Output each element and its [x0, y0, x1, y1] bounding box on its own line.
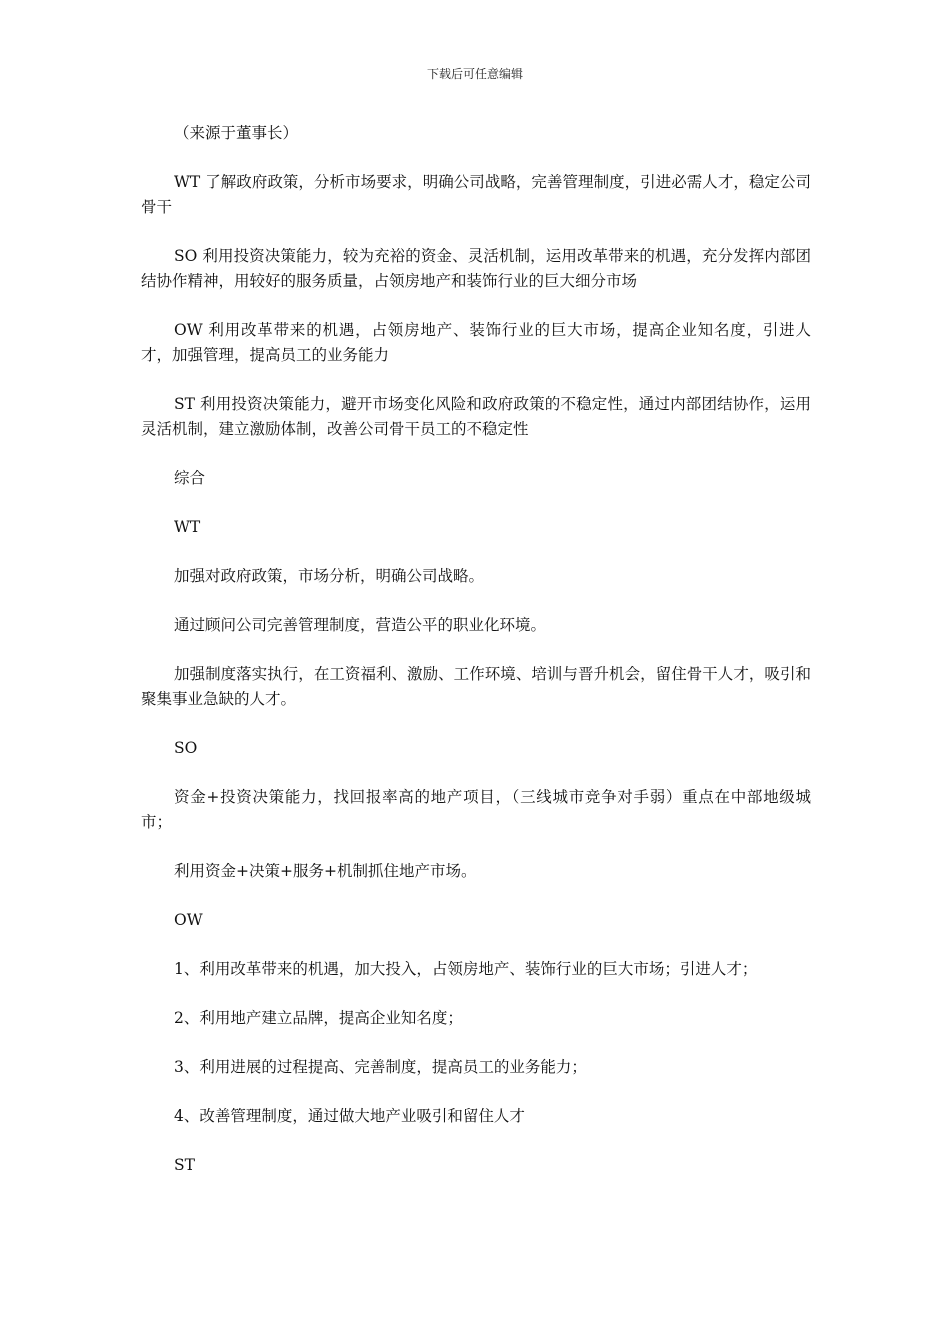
page-header: 下载后可任意编辑: [426, 67, 523, 81]
document-body: [141, 121, 811, 1202]
paragraph-wt-item: 加强制度落实执行，在工资福利、激励、工作环境、培训与晋升机会，留住骨干人才，吸引和聚集事业急缺的人才。: [141, 665, 811, 708]
list-item-ow-3: 3、利用进展的过程提高、完善制度，提高员工的业务能力；: [174, 1058, 587, 1076]
list-item-ow-2: 2、利用地产建立品牌，提高企业知名度；: [174, 1009, 463, 1027]
paragraph-wt-item: 通过顾问公司完善管理制度，营造公平的职业化环境。: [174, 616, 547, 634]
section-heading-so: SO: [174, 739, 198, 757]
paragraph-so-item: 资金+投资决策能力，找回报率高的地产项目，（三线城市竞争对手弱）重点在中部地级城市；: [141, 788, 811, 831]
section-heading-summary: 综合: [174, 469, 206, 487]
paragraph-wt-strategy: WT 了解政府政策，分析市场要求，明确公司战略，完善管理制度，引进必需人才，稳定公司骨干: [141, 173, 811, 216]
section-heading-wt: WT: [174, 518, 201, 536]
list-item-ow-4: 4、改善管理制度，通过做大地产业吸引和留住人才: [174, 1107, 525, 1125]
paragraph-st-strategy: ST 利用投资决策能力，避开市场变化风险和政府政策的不稳定性，通过内部团结协作，运用灵活机制，建立激励体制，改善公司骨干员工的不稳定性: [141, 395, 811, 438]
paragraph-ow-strategy: OW 利用改革带来的机遇，占领房地产、装饰行业的巨大市场，提高企业知名度，引进人才，加强管理，提高员工的业务能力: [141, 321, 811, 364]
paragraph-source: （来源于董事长）: [174, 124, 299, 142]
section-heading-ow: OW: [174, 911, 203, 929]
paragraph-so-item: 利用资金+决策+服务+机制抓住地产市场。: [174, 862, 477, 880]
paragraph-so-strategy: SO 利用投资决策能力，较为充裕的资金、灵活机制，运用改革带来的机遇，充分发挥内部团结协作精神，用较好的服务质量，占领房地产和装饰行业的巨大细分市场: [141, 247, 811, 290]
list-item-ow-1: 1、利用改革带来的机遇，加大投入，占领房地产、装饰行业的巨大市场；引进人才；: [174, 960, 758, 978]
section-heading-st: ST: [174, 1156, 195, 1174]
paragraph-wt-item: 加强对政府政策，市场分析，明确公司战略。: [174, 567, 485, 585]
